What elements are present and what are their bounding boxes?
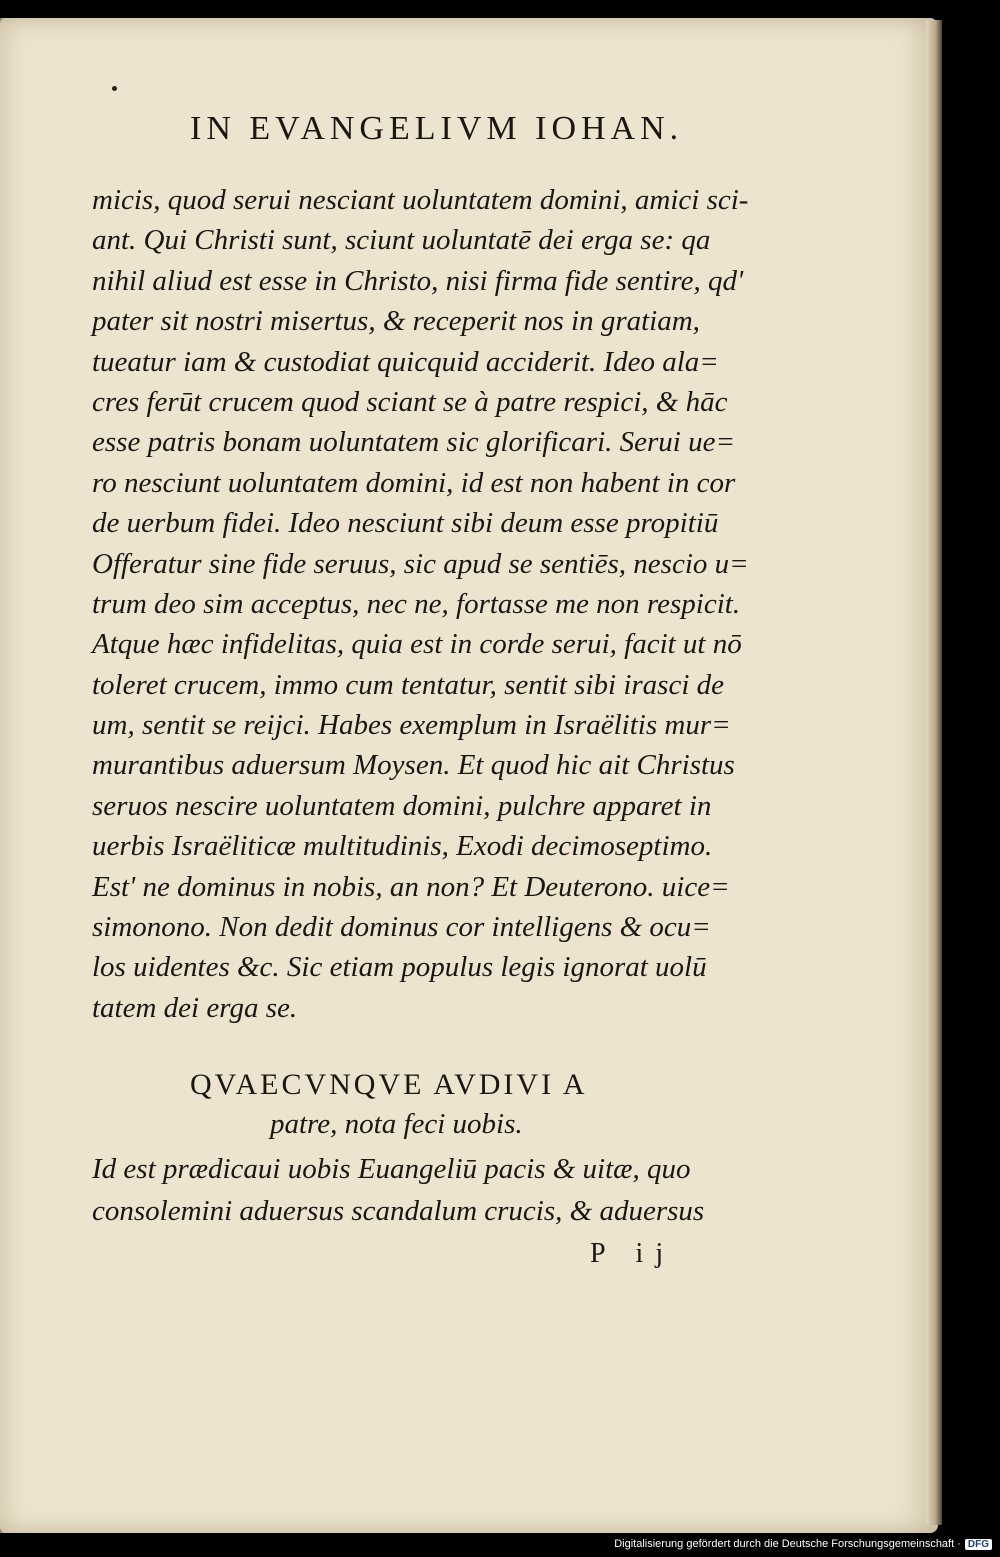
text-line: ant. Qui Christi sunt, sciunt uoluntatē dei erga se: qa bbox=[92, 224, 711, 257]
ink-mark bbox=[112, 86, 117, 91]
credit-text: Digitalisierung gefördert durch die Deutsche Forschungsgemeinschaft · bbox=[614, 1538, 961, 1550]
text-line: pater sit nostri misertus, & receperit nos in gratiam, bbox=[92, 305, 700, 338]
text-line: simonono. Non dedit dominus cor intelligens & ocu= bbox=[92, 911, 711, 944]
text-line: esse patris bonam uoluntatem sic glorificari. Serui ue= bbox=[92, 426, 736, 459]
text-line: trum deo sim acceptus, nec ne, fortasse me non respicit. bbox=[92, 587, 741, 620]
text-line: de uerbum fidei. Ideo nesciunt sibi deum esse propitiū bbox=[92, 507, 719, 540]
text-line: toleret crucem, immo cum tentatur, sentit sibi irasci de bbox=[92, 668, 724, 701]
text-line: murantibus aduersum Moysen. Et quod hic ait Christus bbox=[92, 749, 735, 782]
text-line: Offeratur sine fide seruus, sic apud se sentiēs, nescio u= bbox=[92, 547, 749, 580]
main-paragraph bbox=[92, 180, 782, 1028]
text-line: cres ferūt crucem quod sciant se à patre respici, & hāc bbox=[92, 385, 728, 418]
section-title: QVAECVNQVE AVDIVI A bbox=[190, 1068, 588, 1101]
text-line: Atque hæc infidelitas, quia est in corde serui, facit ut nō bbox=[92, 628, 742, 661]
page-edge bbox=[926, 20, 942, 1525]
text-line: los uidentes &c. Sic etiam populus legis ignorat uolū bbox=[92, 951, 707, 984]
text-line: tueatur iam & custodiat quicquid acciderit. Ideo ala= bbox=[92, 345, 719, 378]
text-line: seruos nescire uoluntatem domini, pulchre apparet in bbox=[92, 789, 712, 822]
text-line: um, sentit se reijci. Habes exemplum in Israëlitis mur= bbox=[92, 709, 731, 742]
running-header: IN EVANGELIVM IOHAN. bbox=[190, 110, 684, 147]
text-line: ro nesciunt uoluntatem domini, id est non habent in cor bbox=[92, 466, 736, 499]
text-line: nihil aliud est esse in Christo, nisi firma fide sentire, qd' bbox=[92, 264, 744, 297]
digitization-credit bbox=[614, 1538, 992, 1550]
text-line: consolemini aduersus scandalum crucis, & aduersus bbox=[92, 1195, 705, 1227]
text-line: Est' ne dominus in nobis, an non? Et Deuterono. uice= bbox=[92, 870, 730, 903]
text-line: tatem dei erga se. bbox=[92, 991, 298, 1024]
section-subtitle: patre, nota feci uobis. bbox=[270, 1108, 523, 1140]
text-line: micis, quod serui nesciant uoluntatem domini, amici sci- bbox=[92, 184, 749, 216]
second-paragraph bbox=[92, 1148, 792, 1232]
text-line: uerbis Israëliticæ multitudinis, Exodi decimoseptimo. bbox=[92, 830, 713, 863]
dfg-logo: DFG bbox=[965, 1539, 992, 1550]
text-line: Id est prædicaui uobis Euangeliū pacis & uitæ, quo bbox=[92, 1153, 691, 1185]
signature-mark: P ij bbox=[590, 1238, 676, 1269]
